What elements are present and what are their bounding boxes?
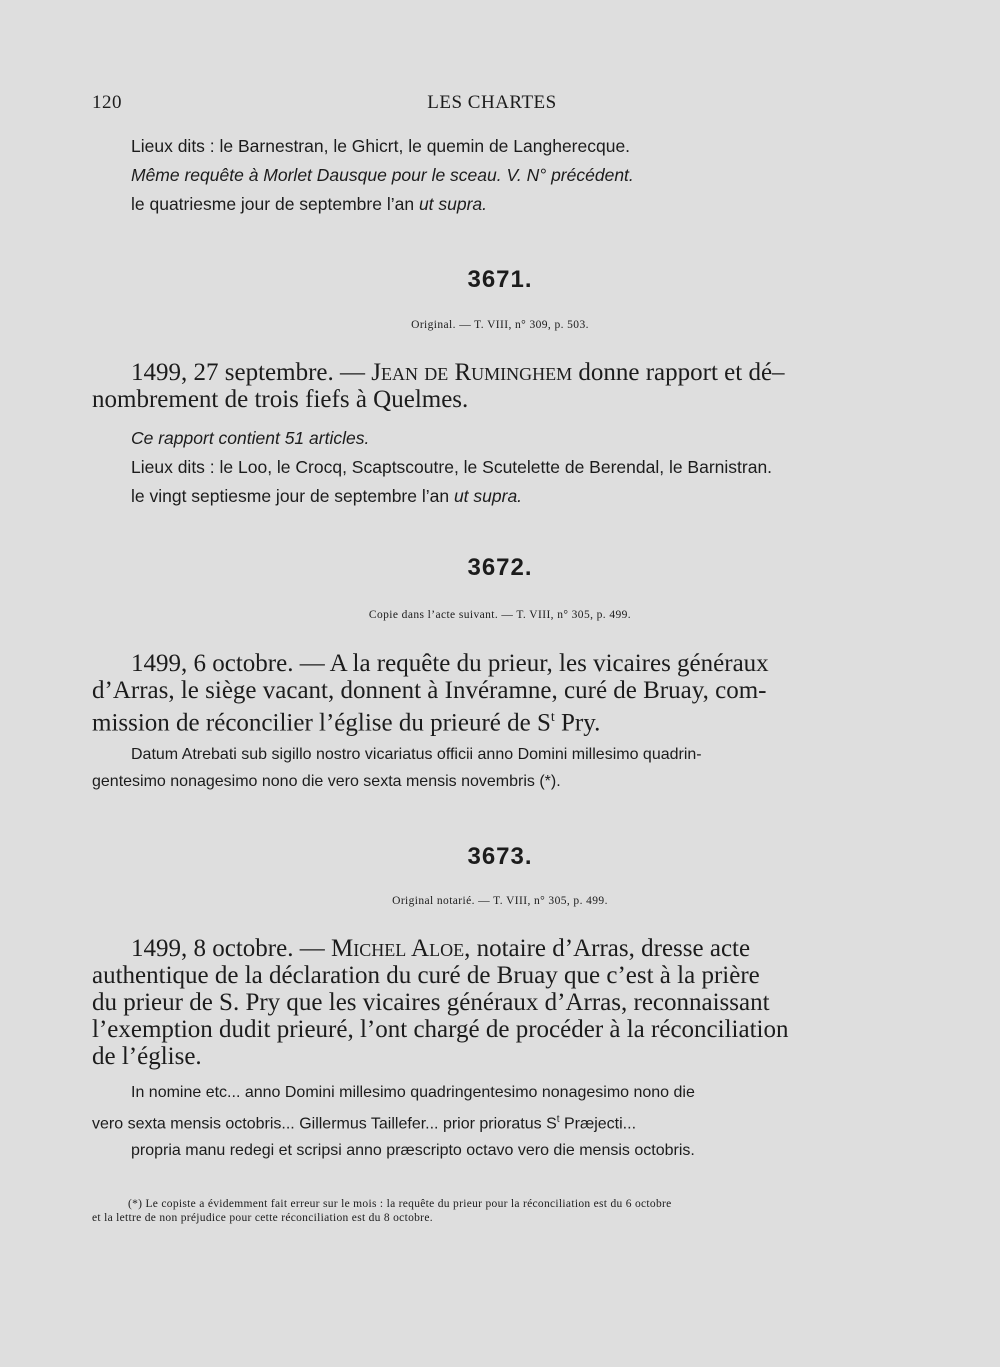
- charter-number-3671: 3671.: [467, 266, 533, 293]
- running-title: LES CHARTES: [427, 92, 557, 113]
- person-name: Michel Aloe: [330, 935, 465, 962]
- page-header: [92, 92, 892, 120]
- charter-latin-3672: Datum Atrebati sub sigillo nostro vicariatus officii anno Domini millesimo quadrin- gentesimo nonagesimo nono die vero sexta mensis novembris (*).: [92, 746, 702, 790]
- continuation-date: le quatriesme jour de septembre l’an ut supra.: [131, 194, 488, 214]
- charter-number-3672: 3672.: [467, 554, 533, 581]
- charter-date-3671: le vingt septiesme jour de septembre l’an ut supra.: [131, 486, 523, 506]
- charter-summary-3671: 1499, 27 septembre. — Jean de Ruminghem donne rapport et dé– nombrement de trois fiefs à Quelmes.: [92, 359, 785, 413]
- charter-latin-3673: In nomine etc... anno Domini millesimo quadringentesimo nonagesimo nono die vero sexta mensis octobris... Gillermus Taillefer... prior prioratus $S^t$ Præjecti... propria manu redegi et scripsi anno præscripto octavo vero die mensis octobris.: [92, 1084, 695, 1160]
- person-name: Jean de Ruminghem: [371, 359, 573, 386]
- charter-source-3672: Copie dans l’acte suivant. — T. VIII, n° 305, p. 499.: [368, 609, 632, 621]
- charter-summary-3672: 1499, 6 octobre. — A la requête du prieur, les vicaires généraux d’Arras, le siège vacant, donnent à Invéramne, curé de Bruay, com- mission de réconcilier l’église du prieuré de $S^t$ Pry.: [92, 650, 769, 737]
- footnote: (*) Le copiste a évidemment fait erreur sur le mois : la requête du prieur pour la réconciliation est du 6 octobre et la lettre de non préjudice pour cette réconciliation est du 8 octobre.: [92, 1198, 672, 1224]
- charter-source-3671: Original. — T. VIII, n° 309, p. 503.: [411, 319, 589, 331]
- continuation-requete: Même requête à Morlet Dausque pour le sceau. V. N° précédent.: [131, 165, 634, 185]
- charter-note-3671: Ce rapport contient 51 articles.: [131, 428, 370, 448]
- charter-lieux-3671: Lieux dits : le Loo, le Crocq, Scaptscoutre, le Scutelette de Berendal, le Barnistran.: [131, 457, 773, 477]
- page-number: 120: [92, 92, 122, 113]
- charter-summary-3673: 1499, 8 octobre. — Michel Aloe, notaire d’Arras, dresse acte authentique de la déclaration du curé de Bruay que c’est à la prière du prieur de S. Pry que les vicaires généraux d’Arras, reconnaissant l’exemption dudit prieuré, l’ont chargé de procéder à la réconciliation de l’église.: [92, 935, 789, 1070]
- charter-number-3673: 3673.: [467, 843, 533, 870]
- continuation-lieux: Lieux dits : le Barnestran, le Ghicrt, le quemin de Langherecque.: [131, 136, 631, 156]
- charter-source-3673: Original notarié. — T. VIII, n° 305, p. 499.: [392, 895, 608, 907]
